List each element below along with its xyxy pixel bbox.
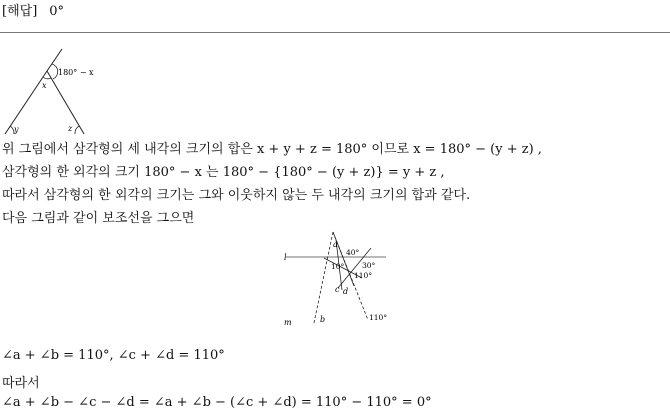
divider bbox=[0, 32, 670, 33]
answer-value: 0° bbox=[49, 4, 65, 19]
auxiliary-line-figure bbox=[276, 228, 396, 332]
explanation-line-1: 위 그림에서 삼각형의 세 내각의 크기의 합은 x + y + z = 180° 이므로 x = 180° − (y + z) , bbox=[2, 142, 542, 157]
result-line-3: ∠a + ∠b − ∠c − ∠d = ∠a + ∠b − (∠c + ∠d) = 110° − 110° = 0° bbox=[2, 395, 432, 410]
result-line-2: 따라서 bbox=[2, 376, 40, 391]
angle-a-label: a bbox=[333, 240, 338, 249]
explanation-line-4: 다음 그림과 같이 보조선을 그으면 bbox=[2, 211, 195, 226]
explanation-line-2: 삼각형의 한 외각의 크기 180° − x 는 180° − {180° − (y + z)} = y + z , bbox=[2, 165, 445, 180]
angle-30-label: 30° bbox=[362, 261, 376, 270]
triangle-left-side bbox=[5, 71, 47, 134]
angle-110-inner-label: 110° bbox=[354, 271, 373, 280]
exterior-angle-label: 180° − x bbox=[58, 68, 94, 77]
triangle-figure bbox=[0, 44, 110, 136]
base-left-label: y bbox=[14, 125, 19, 134]
angle-b-label: b bbox=[320, 315, 326, 324]
base-right-label: z bbox=[68, 124, 73, 133]
interior-angle-arc bbox=[43, 77, 51, 79]
explanation-line-3: 따라서 삼각형의 한 외각의 크기는 그와 이웃하지 않는 두 내각의 크기의 합과 같다. bbox=[2, 188, 471, 203]
angle-c-label: c bbox=[335, 285, 340, 294]
result-line-1: ∠a + ∠b = 110°, ∠c + ∠d = 110° bbox=[2, 348, 225, 363]
answer-label: [해답] bbox=[2, 4, 38, 19]
angle-10-label: 10° bbox=[331, 262, 345, 271]
exterior-angle-arc bbox=[52, 64, 58, 79]
answer-header bbox=[2, 0, 64, 19]
line-l-label: l bbox=[284, 253, 287, 262]
angle-d-label: d bbox=[343, 287, 349, 296]
angle-40-label: 40° bbox=[346, 248, 360, 257]
line-m-label: m bbox=[284, 318, 292, 327]
base-right-arc bbox=[75, 126, 79, 134]
dashed-left bbox=[314, 232, 333, 323]
angle-110-outer-label: 110° bbox=[369, 313, 388, 322]
apex-angle-label: x bbox=[42, 81, 47, 90]
triangle-right-side bbox=[47, 71, 84, 134]
